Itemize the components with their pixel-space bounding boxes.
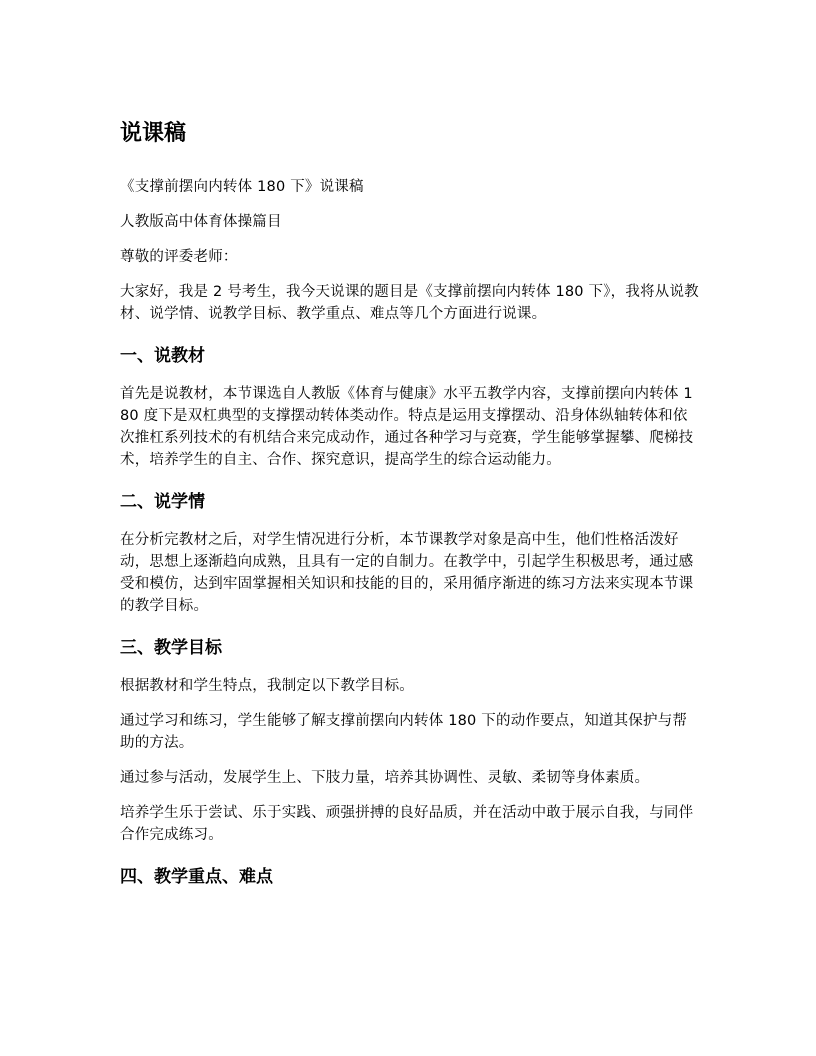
section-paragraph: 根据教材和学生特点，我制定以下教学目标。	[120, 678, 414, 694]
textbook-line: 人教版高中体育体操篇目	[120, 214, 282, 230]
section-paragraph: 通过参与活动，发展学生上、下肢力量，培养其协调性、灵敏、柔韧等身体素质。	[120, 770, 650, 786]
salutation: 尊敬的评委老师：	[120, 249, 238, 265]
section-paragraph: 通过学习和练习，学生能够了解支撑前摆向内转体 180 下的动作要点，知道其保护与帮助的方法。	[120, 713, 688, 751]
section-paragraph: 在分析完教材之后，对学生情况进行分析，本节课教学对象是高中生，他们性格活泼好动，思想上逐渐趋向成熟，且具有一定的自制力。在教学中，引起学生积极思考，通过感受和模仿，达到牢固掌握相关知识和技能的目的，采用循序渐进的练习方法来实现本节课的教学目标。	[120, 532, 694, 614]
document-page	[120, 118, 700, 904]
section-paragraph: 培养学生乐于尝试、乐于实践、顽强拼搏的良好品质，并在活动中敢于展示自我，与同伴合作完成练习。	[120, 805, 694, 843]
section-heading-students: 二、说学情	[120, 492, 205, 512]
section-heading-textbook: 一、说教材	[120, 346, 205, 366]
document-title: 说课稿	[120, 121, 187, 146]
section-heading-key-points: 四、教学重点、难点	[120, 867, 273, 887]
section-heading-objectives: 三、教学目标	[120, 638, 222, 658]
lesson-title-line: 《支撑前摆向内转体 180 下》说课稿	[120, 179, 364, 195]
opening-paragraph: 大家好，我是 2 号考生，我今天说课的题目是《支撑前摆向内转体 180 下》，我将从说教材、说学情、说教学目标、教学重点、难点等几个方面进行说课。	[120, 284, 699, 322]
section-paragraph: 首先是说教材，本节课选自人教版《体育与健康》水平五教学内容，支撑前摆向内转体 180 度下是双杠典型的支撑摆动转体类动作。特点是运用支撑摆动、沿身体纵轴转体和依次推杠系列技术的有机结合来完成动作，通过各种学习与竞赛，学生能够掌握攀、爬梯技术，培养学生的自主、合作、探究意识，提高学生的综合运动能力。	[120, 386, 694, 468]
